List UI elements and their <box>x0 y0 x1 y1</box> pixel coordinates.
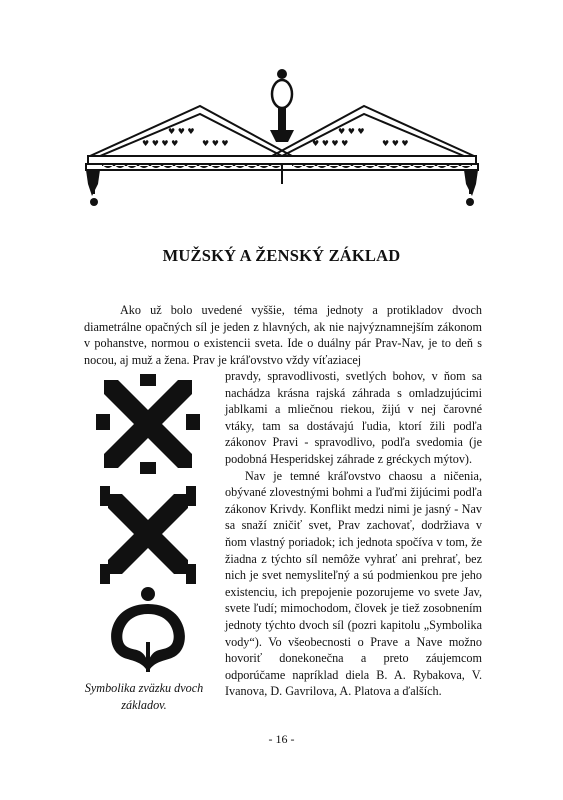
svg-text:♥ ♥ ♥: ♥ ♥ ♥ <box>202 139 229 148</box>
text-column <box>225 368 482 700</box>
union-symbol-icon <box>111 587 185 672</box>
male-principle-symbol-icon <box>96 374 200 474</box>
svg-text:♥ ♥ ♥: ♥ ♥ ♥ <box>168 127 195 136</box>
figure-caption: Symbolika zväzku dvoch základov. <box>84 681 204 712</box>
svg-text:♥ ♥ ♥: ♥ ♥ ♥ <box>338 127 365 136</box>
paragraph-intro <box>84 302 482 368</box>
svg-text:♥ ♥ ♥ ♥: ♥ ♥ ♥ ♥ <box>142 139 179 148</box>
carved-wooden-gable-icon <box>82 64 482 214</box>
svg-text:♥ ♥ ♥: ♥ ♥ ♥ <box>382 139 409 148</box>
paragraph-intro-text: Ako už bolo uvedené vyššie, téma jednoty a protikladov dvoch diametrálne opačných síl je jeden z hlavných, ak nie najvýznamnejším zákonom v pohanstve, normou o existencii sveta. Ide o duálny pár Prav-Nav, je to deň s nocou, aj muž a žena. Prav je kráľovstvo vždy víťaziacej <box>84 303 482 367</box>
female-principle-symbol-icon <box>100 486 196 584</box>
page-number: - 16 - <box>268 732 295 746</box>
symbols-column <box>88 370 208 690</box>
paragraph-prav: pravdy, spravodlivosti, svetlých bohov, v ňom sa nachádza krásna rajská záhrada s omladzujúcimi jablkami a mliečnou riekou, žijú v nej čarovné vtáky, tam sa dostávajú ľudia, ktorí žili podľa zákonov Pravi - spravodlivo, podľa svedomia (je podobná Hesperidskej záhrade z gréckych mýtov). <box>225 369 482 466</box>
svg-text:♥ ♥ ♥ ♥: ♥ ♥ ♥ ♥ <box>312 139 349 148</box>
paragraph-nav: Nav je temné kráľovstvo chaosu a ničenia, obývané zlovestnými bohmi a ľuďmi žijúcimi podľa zákonov Krivdy. Konflikt medzi nimi je jasný - Nav sa snaží zničiť svet, Prav zachovať, dodržiava v ňom vlastný poriadok; ich jednota spočíva v tom, že žiadna z týchto síl nemôže vyhrať ani prehrať, bez nich je svet nemysliteľný a sú podmienkou pre jeho existenciu, ich prepojenie pozorujeme vo svete Jav, svete ľudí; mimochodom, človek je tiež zosobnením jednoty týchto dvoch síl (pozri kapitolu „Symbolika vody“). Vo všeobecnosti o Prave a Nave možno hovoriť donekonečna a preto záujemcom odporúčame napríklad diela B. A. Rybakova, V. Ivanova, D. Gavrilova, A. Platova a ďalších. <box>225 468 482 699</box>
page-title: MUŽSKÝ A ŽENSKÝ ZÁKLAD <box>162 246 401 265</box>
